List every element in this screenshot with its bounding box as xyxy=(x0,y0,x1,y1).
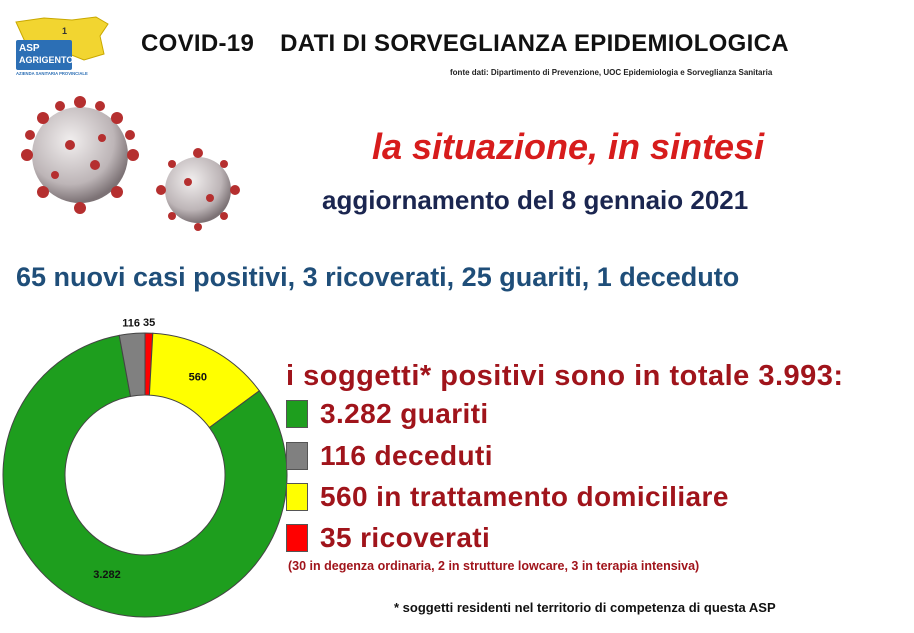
logo-line2: AGRIGENTO xyxy=(19,55,74,65)
legend-label-ricoverati: 35 ricoverati xyxy=(320,522,491,553)
legend-swatch-guariti xyxy=(286,400,308,428)
update-date: aggiornamento del 8 gennaio 2021 xyxy=(322,185,749,215)
logo-badge-number: 1 xyxy=(62,26,68,36)
total-positive-line: i soggetti* positivi sono in totale 3.993: xyxy=(286,360,844,392)
legend-swatch-deceduti xyxy=(286,442,308,470)
daily-summary: 65 nuovi casi positivi, 3 ricoverati, 25 guariti, 1 deceduto xyxy=(16,262,740,292)
legend-label-domiciliare: 560 in trattamento domiciliare xyxy=(320,481,729,512)
page-title xyxy=(141,30,789,58)
logo-line1: ASP xyxy=(19,43,40,54)
legend-label-guariti: 3.282 guariti xyxy=(320,398,489,429)
virus-illustration-icon xyxy=(10,90,250,230)
data-label-ricoverati: 35 xyxy=(143,316,156,329)
legend-item-deceduti xyxy=(286,439,493,473)
logo-line3: AZIENDA SANITARIA PROVINCIALE xyxy=(16,71,88,76)
donut-chart xyxy=(0,316,290,620)
data-label-deceduti: 116 xyxy=(122,317,141,330)
legend-item-guariti xyxy=(286,397,489,431)
virus-large-icon xyxy=(21,96,139,214)
legend-swatch-ricoverati xyxy=(286,524,308,552)
page-title-right: DATI DI SORVEGLIANZA EPIDEMIOLOGICA xyxy=(280,30,789,57)
virus-small-icon xyxy=(156,148,240,231)
asp-agrigento-logo xyxy=(14,14,112,76)
page-title-left: COVID-19 xyxy=(141,30,255,57)
footnote: * soggetti residenti nel territorio di competenza di questa ASP xyxy=(394,600,776,615)
section-subtitle: la situazione, in sintesi xyxy=(372,126,765,167)
legend-item-domiciliare xyxy=(286,480,729,514)
legend-item-ricoverati xyxy=(286,521,490,555)
legend-label-deceduti: 116 deceduti xyxy=(320,440,493,471)
data-label-domiciliare: 560 xyxy=(188,371,207,384)
data-source-note: fonte dati: Dipartimento di Prevenzione, UOC Epidemiologia e Sorveglianza Sanitaria xyxy=(450,68,773,77)
sicily-map-icon xyxy=(14,14,112,76)
hospitalization-breakdown: (30 in degenza ordinaria, 2 in strutture lowcare, 3 in terapia intensiva) xyxy=(288,559,700,573)
data-label-guariti: 3.282 xyxy=(93,568,121,581)
donut-slices xyxy=(3,333,287,617)
legend-swatch-domiciliare xyxy=(286,483,308,511)
